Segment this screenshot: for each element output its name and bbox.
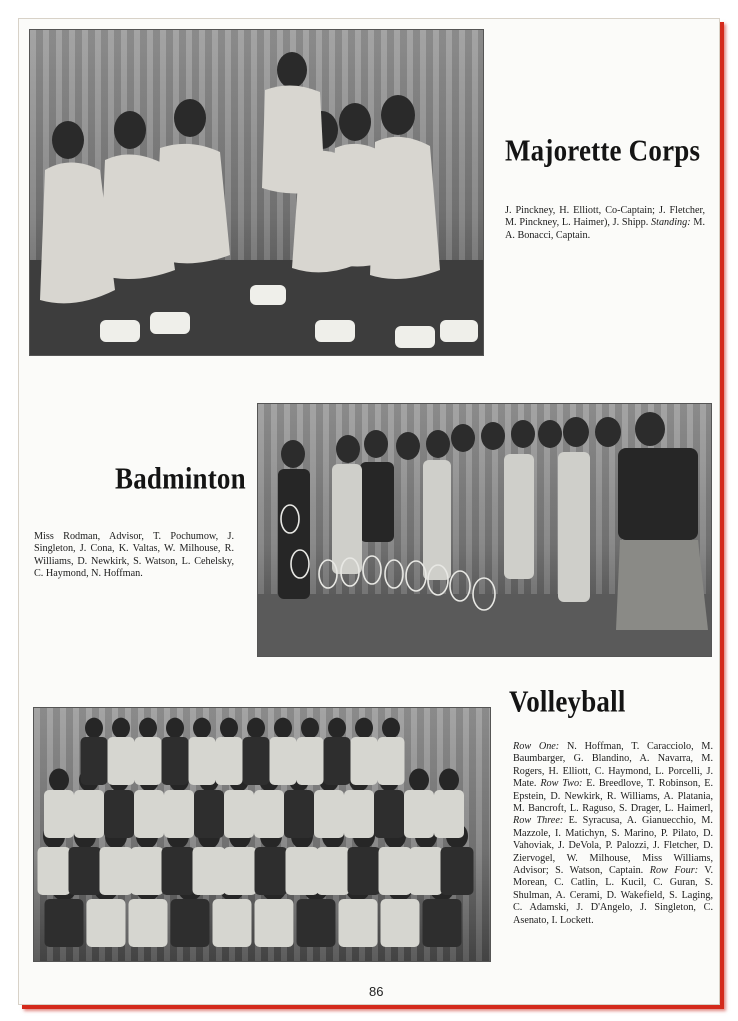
caption-row-label: Row Two: xyxy=(540,778,583,790)
majorette-caption xyxy=(505,205,705,242)
caption-text: E. Syracusa, A. Gianuecchio, M. Mazzole, I. Matichyn, S. Marino, P. Pilato, D. Vahoviak, J. DeVola, P. Palozzi, J. Fletcher, D. Ziervogel, W. Milhouse, Miss Williams, Advisor; S. Watson, Captain. xyxy=(513,815,713,877)
yearbook-page xyxy=(18,18,720,1005)
caption-text: V. Morean, C. Catlin, L. Kucil, C. Guran, S. Shulman, A. Cerami, D. Wakefield, S. Laging, C. Adamski, J. D'Angelo, J. Singleton, C. Asenato, I. Lockett. xyxy=(513,865,713,926)
caption-text: N. Hoffman, T. Caracciolo, M. Baumbarger, G. Blandino, A. Navarra, M. Rogers, H. Elliott, C. Haymond, L. Porcelli, J. Mate. xyxy=(513,741,713,790)
caption-row-label: Row Four: xyxy=(649,865,699,877)
volleyball-heading: Volleyball xyxy=(509,684,626,719)
caption-row-label: Row Three: xyxy=(513,815,564,827)
volleyball-photo xyxy=(33,707,491,962)
caption-row-label: Row One: xyxy=(513,741,560,752)
badminton-photo xyxy=(257,403,712,657)
caption-text: J. Pinckney, H. Elliott, Co-Captain; J. Fletcher, M. Pinckney, L. Haimer), J. Shipp. xyxy=(505,205,705,229)
caption-text: E. Breedlove, T. Robinson, E. Epstein, D. Newkirk, R. Williams, A. Platania, M. Bancroft, L. Raguso, S. Drager, L. Haimerl, xyxy=(513,778,713,815)
volleyball-caption xyxy=(513,741,713,927)
page-number: 86 xyxy=(369,984,384,999)
caption-text: M. A. Bonacci, Captain. xyxy=(505,217,705,241)
badminton-caption: Miss Rodman, Advisor, T. Pochumow, J. Singleton, J. Cona, K. Valtas, W. Milhouse, R. Williams, D. Newkirk, S. Watson, L. Cehelsky, C. Haymond, N. Hoffman. xyxy=(34,531,234,580)
badminton-heading: Badminton xyxy=(115,461,246,496)
caption-row-label: Standing: xyxy=(651,217,691,229)
majorette-heading: Majorette Corps xyxy=(505,133,701,168)
majorette-photo xyxy=(29,29,484,356)
